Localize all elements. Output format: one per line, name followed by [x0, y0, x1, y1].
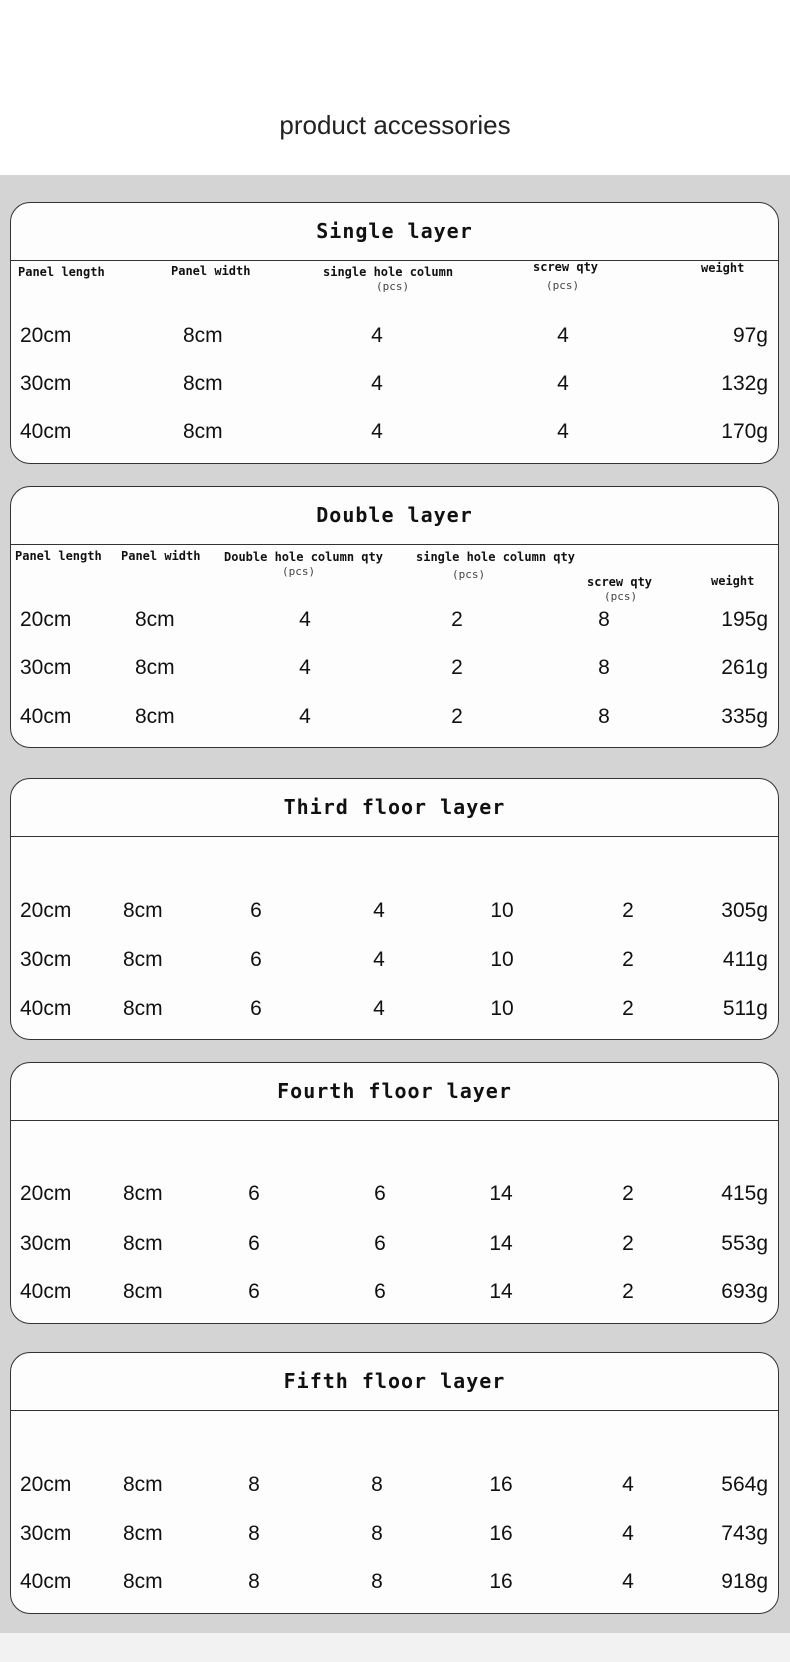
table-cell: 195g [721, 608, 768, 631]
header-panel-length: Panel length [15, 549, 102, 563]
table-cell: 2 [451, 705, 463, 728]
table-title: Double layer [11, 487, 778, 545]
table-cell: 8cm [183, 324, 223, 347]
table-cell: 2 [622, 1280, 634, 1303]
table-cell: 170g [721, 420, 768, 443]
table-cell: 30cm [20, 1522, 72, 1545]
table-title: Fourth floor layer [11, 1063, 778, 1121]
header-panel-width: Panel width [171, 264, 251, 278]
table-cell: 8cm [123, 1570, 163, 1593]
table-cell: 693g [721, 1280, 768, 1303]
table-cell: 4 [299, 608, 311, 631]
table-cell: 4 [557, 324, 569, 347]
header-weight: weight [711, 574, 755, 588]
table-cell: 14 [489, 1280, 513, 1303]
table-cell: 14 [489, 1182, 513, 1205]
table-cell: 2 [622, 948, 634, 971]
table-cell: 10 [490, 899, 514, 922]
table-cell: 4 [557, 420, 569, 443]
bottom-strip [0, 1633, 790, 1662]
table-cell: 8 [598, 656, 610, 679]
table-cell: 8 [598, 705, 610, 728]
header-single-hole-column: single hole column qty [416, 550, 575, 564]
table-cell: 30cm [20, 948, 72, 971]
table-cell: 8cm [135, 608, 175, 631]
table-cell: 20cm [20, 608, 72, 631]
table-cell: 30cm [20, 656, 72, 679]
table-cell: 20cm [20, 324, 72, 347]
header-unit: (pcs) [546, 279, 580, 292]
table-cell: 16 [489, 1570, 513, 1593]
table-cell: 10 [490, 948, 514, 971]
table-cell: 8 [248, 1473, 260, 1496]
table-cell: 4 [299, 656, 311, 679]
header-double-hole-column: Double hole column qty [224, 550, 383, 564]
header-panel-width: Panel width [121, 549, 201, 563]
header-unit: (pcs) [604, 590, 638, 603]
table-cell: 40cm [20, 420, 72, 443]
table-cell: 6 [250, 948, 262, 971]
table-cell: 4 [371, 324, 383, 347]
table-cell: 4 [622, 1522, 634, 1545]
table-cell: 8cm [123, 899, 163, 922]
table-cell: 511g [722, 997, 768, 1020]
table-cell: 564g [721, 1473, 768, 1496]
header-screw-qty: screw qty [533, 260, 599, 274]
table-cell: 6 [374, 1280, 386, 1303]
table-cell: 4 [622, 1473, 634, 1496]
table-cell: 415g [721, 1182, 768, 1205]
table-cell: 8cm [123, 948, 163, 971]
table-cell: 14 [489, 1232, 513, 1255]
table-cell: 6 [250, 899, 262, 922]
table-cell: 10 [490, 997, 514, 1020]
table-cell: 2 [622, 997, 634, 1020]
table-cell: 2 [622, 1182, 634, 1205]
table-cell: 8 [248, 1522, 260, 1545]
page-header [0, 0, 790, 175]
table-cell: 8cm [183, 420, 223, 443]
header-screw-qty: screw qty [587, 575, 653, 589]
table-cell: 6 [248, 1182, 260, 1205]
table-cell: 6 [374, 1232, 386, 1255]
table-cell: 97g [732, 324, 768, 347]
table-cell: 8cm [135, 705, 175, 728]
table-cell: 6 [248, 1280, 260, 1303]
table-cell: 261g [721, 656, 768, 679]
table-cell: 918g [721, 1570, 768, 1593]
table-cell: 4 [557, 372, 569, 395]
table-cell: 335g [721, 705, 768, 728]
table-cell: 553g [721, 1232, 768, 1255]
table-cell: 8cm [123, 1280, 163, 1303]
table-cell: 40cm [20, 997, 72, 1020]
table-cell: 20cm [20, 899, 72, 922]
table-cell: 2 [622, 899, 634, 922]
table-cell: 16 [489, 1473, 513, 1496]
table-cell: 6 [374, 1182, 386, 1205]
table-cell: 8cm [183, 372, 223, 395]
table-cell: 4 [373, 899, 385, 922]
table-cell: 8 [371, 1522, 383, 1545]
header-single-hole-column: single hole column [323, 265, 454, 279]
table-cell: 40cm [20, 1570, 72, 1593]
header-unit: (pcs) [376, 280, 410, 293]
table-cell: 8cm [123, 997, 163, 1020]
table-cell: 2 [451, 608, 463, 631]
table-title: Fifth floor layer [11, 1353, 778, 1411]
table-cell: 6 [248, 1232, 260, 1255]
third-floor-layer-table [10, 778, 779, 1040]
table-cell: 4 [373, 948, 385, 971]
table-cell: 4 [371, 420, 383, 443]
header-unit: (pcs) [282, 565, 316, 578]
table-cell: 8cm [123, 1522, 163, 1545]
table-cell: 40cm [20, 705, 72, 728]
table-cell: 8cm [123, 1182, 163, 1205]
table-cell: 20cm [20, 1473, 72, 1496]
table-cell: 305g [721, 899, 768, 922]
table-cell: 8 [598, 608, 610, 631]
header-weight: weight [701, 261, 745, 275]
single-layer-table [10, 202, 779, 464]
fourth-floor-layer-table [10, 1062, 779, 1324]
table-cell: 6 [250, 997, 262, 1020]
table-cell: 4 [371, 372, 383, 395]
table-cell: 8 [371, 1473, 383, 1496]
table-cell: 4 [622, 1570, 634, 1593]
table-cell: 16 [489, 1522, 513, 1545]
table-cell: 132g [721, 372, 768, 395]
header-unit: (pcs) [452, 568, 486, 581]
table-cell: 4 [373, 997, 385, 1020]
table-cell: 2 [622, 1232, 634, 1255]
table-cell: 411g [722, 948, 768, 971]
table-cell: 20cm [20, 1182, 72, 1205]
table-cell: 40cm [20, 1280, 72, 1303]
page-title: product accessories [279, 110, 511, 140]
table-cell: 8cm [123, 1232, 163, 1255]
fifth-floor-layer-table [10, 1352, 779, 1614]
table-cell: 4 [299, 705, 311, 728]
table-cell: 8 [248, 1570, 260, 1593]
table-cell: 8cm [123, 1473, 163, 1496]
table-cell: 8cm [135, 656, 175, 679]
table-cell: 30cm [20, 1232, 72, 1255]
table-cell: 2 [451, 656, 463, 679]
table-title: Third floor layer [11, 779, 778, 837]
table-title: Single layer [11, 203, 778, 261]
double-layer-table [10, 486, 779, 748]
header-panel-length: Panel length [18, 265, 105, 279]
table-cell: 743g [721, 1522, 768, 1545]
table-cell: 30cm [20, 372, 72, 395]
table-cell: 8 [371, 1570, 383, 1593]
